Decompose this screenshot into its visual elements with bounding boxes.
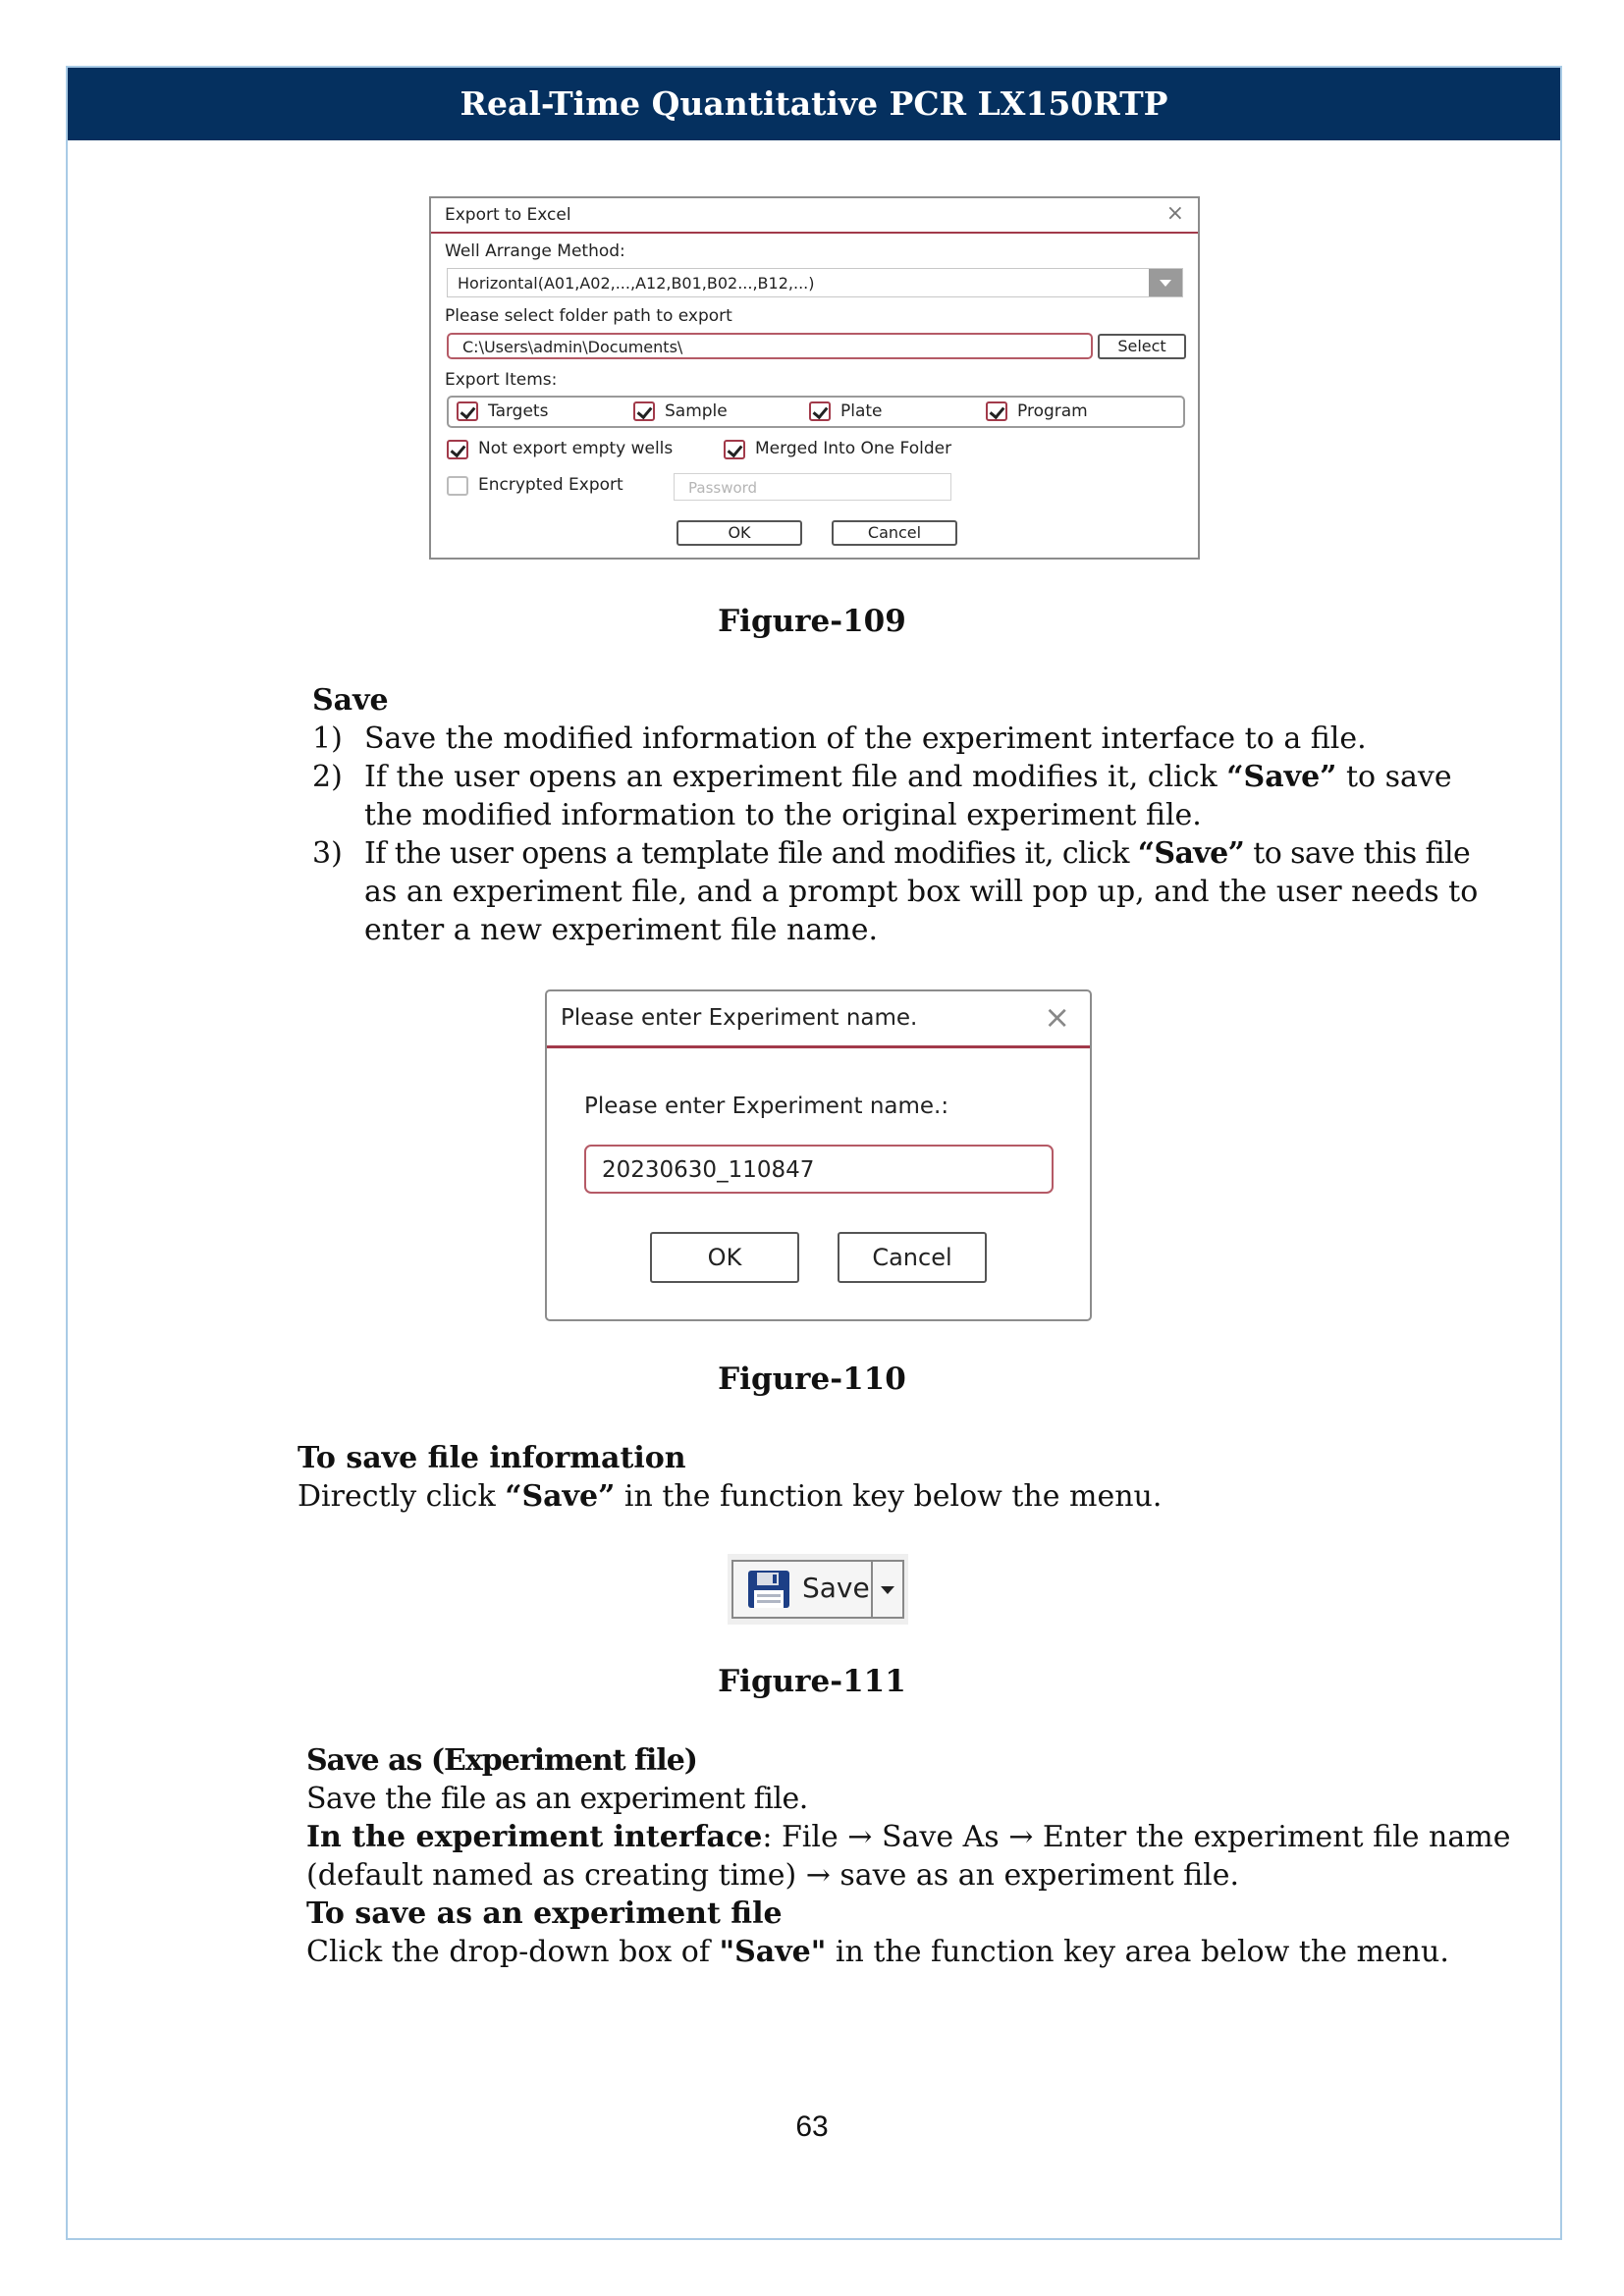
- dialog-title: Please enter Experiment name.: [561, 1005, 918, 1031]
- encrypted-label: Encrypted Export: [478, 475, 623, 495]
- save-item-3-line2: as an experiment file, and a prompt box will pop up, and the user needs to: [364, 875, 1479, 909]
- cancel-button[interactable]: Cancel: [838, 1232, 987, 1283]
- save-as-heading: Save as (Experiment file): [306, 1743, 697, 1778]
- save-info-text: Directly click “Save” in the function key below the menu.: [298, 1479, 1163, 1514]
- well-arrange-value: Horizontal(A01,A02,...,A12,B01,B02...,B12,...): [458, 274, 815, 293]
- merged-checkbox[interactable]: [724, 440, 745, 459]
- figure-111-caption: Figure-111: [718, 1664, 906, 1699]
- save-info-heading: To save file information: [298, 1441, 686, 1475]
- save-as-line2: In the experiment interface: File → Save As → Enter the experiment file name: [306, 1820, 1511, 1854]
- select-folder-button[interactable]: Select: [1098, 334, 1186, 359]
- experiment-name-input[interactable]: [584, 1145, 1054, 1194]
- save-item-3-text: If the user opens a template file and modifies it, click “Save” to save this file: [364, 836, 1471, 871]
- ok-button[interactable]: OK: [677, 520, 802, 546]
- figure-109-caption: Figure-109: [718, 604, 906, 639]
- not-export-empty-label: Not export empty wells: [478, 439, 674, 458]
- program-label: Program: [1017, 401, 1088, 421]
- export-items-group: [447, 396, 1185, 428]
- export-items-label: Export Items:: [445, 370, 558, 390]
- dialog-title: Export to Excel: [445, 205, 571, 225]
- program-checkbox[interactable]: [986, 401, 1007, 421]
- save-item-2-line2: the modified information to the original experiment file.: [364, 798, 1202, 832]
- close-icon[interactable]: ×: [1044, 998, 1070, 1036]
- save-as-subheading: To save as an experiment file: [306, 1896, 783, 1931]
- save-as-line3: (default named as creating time) → save as an experiment file.: [306, 1858, 1240, 1893]
- chevron-down-icon[interactable]: [873, 1562, 902, 1617]
- save-item-2-num: 2): [312, 760, 343, 794]
- targets-checkbox[interactable]: [457, 401, 478, 421]
- save-heading: Save: [312, 683, 389, 718]
- save-item-1-text: Save the modified information of the experiment interface to a file.: [364, 721, 1367, 756]
- folder-path-label: Please select folder path to export: [445, 306, 732, 326]
- plate-label: Plate: [840, 401, 883, 421]
- save-item-3-num: 3): [312, 836, 343, 871]
- experiment-name-prompt: Please enter Experiment name.:: [584, 1094, 949, 1119]
- cancel-button[interactable]: Cancel: [832, 520, 957, 546]
- plate-checkbox[interactable]: [809, 401, 831, 421]
- save-item-3-line3: enter a new experiment file name.: [364, 913, 878, 947]
- floppy-disk-icon: [747, 1570, 790, 1609]
- save-as-line4: Click the drop-down box of "Save" in the function key area below the menu.: [306, 1935, 1449, 1969]
- targets-label: Targets: [488, 401, 549, 421]
- password-input[interactable]: [674, 473, 951, 501]
- sample-label: Sample: [665, 401, 728, 421]
- dialog-titlebar: [547, 991, 1090, 1048]
- folder-path-input[interactable]: [447, 333, 1093, 359]
- password-placeholder: Password: [688, 479, 758, 497]
- save-item-2-text: If the user opens an experiment file and modifies it, click “Save” to save: [364, 760, 1452, 794]
- experiment-name-value: 20230630_110847: [602, 1157, 815, 1183]
- page-header: Real-Time Quantitative PCR LX150RTP: [68, 68, 1560, 140]
- page-number: 63: [795, 2110, 829, 2143]
- folder-path-value: C:\Users\admin\Documents\: [462, 338, 683, 356]
- figure-110-caption: Figure-110: [718, 1362, 906, 1397]
- not-export-empty-checkbox[interactable]: [447, 440, 468, 459]
- save-button[interactable]: [731, 1560, 904, 1619]
- dialog-titlebar: [431, 198, 1198, 234]
- sample-checkbox[interactable]: [633, 401, 655, 421]
- save-item-1-num: 1): [312, 721, 343, 756]
- save-as-line1: Save the file as an experiment file.: [306, 1782, 808, 1816]
- ok-button[interactable]: OK: [650, 1232, 799, 1283]
- chevron-down-icon[interactable]: [1149, 269, 1182, 296]
- merged-label: Merged Into One Folder: [755, 439, 952, 458]
- save-toolbar-button-figure: [728, 1554, 908, 1625]
- well-arrange-select[interactable]: [447, 268, 1183, 297]
- save-button-label: Save: [802, 1572, 870, 1604]
- encrypted-checkbox[interactable]: [447, 476, 468, 496]
- well-arrange-label: Well Arrange Method:: [445, 241, 625, 261]
- close-icon[interactable]: ×: [1165, 201, 1184, 226]
- export-to-excel-dialog: [429, 196, 1200, 560]
- experiment-name-dialog: [545, 989, 1092, 1321]
